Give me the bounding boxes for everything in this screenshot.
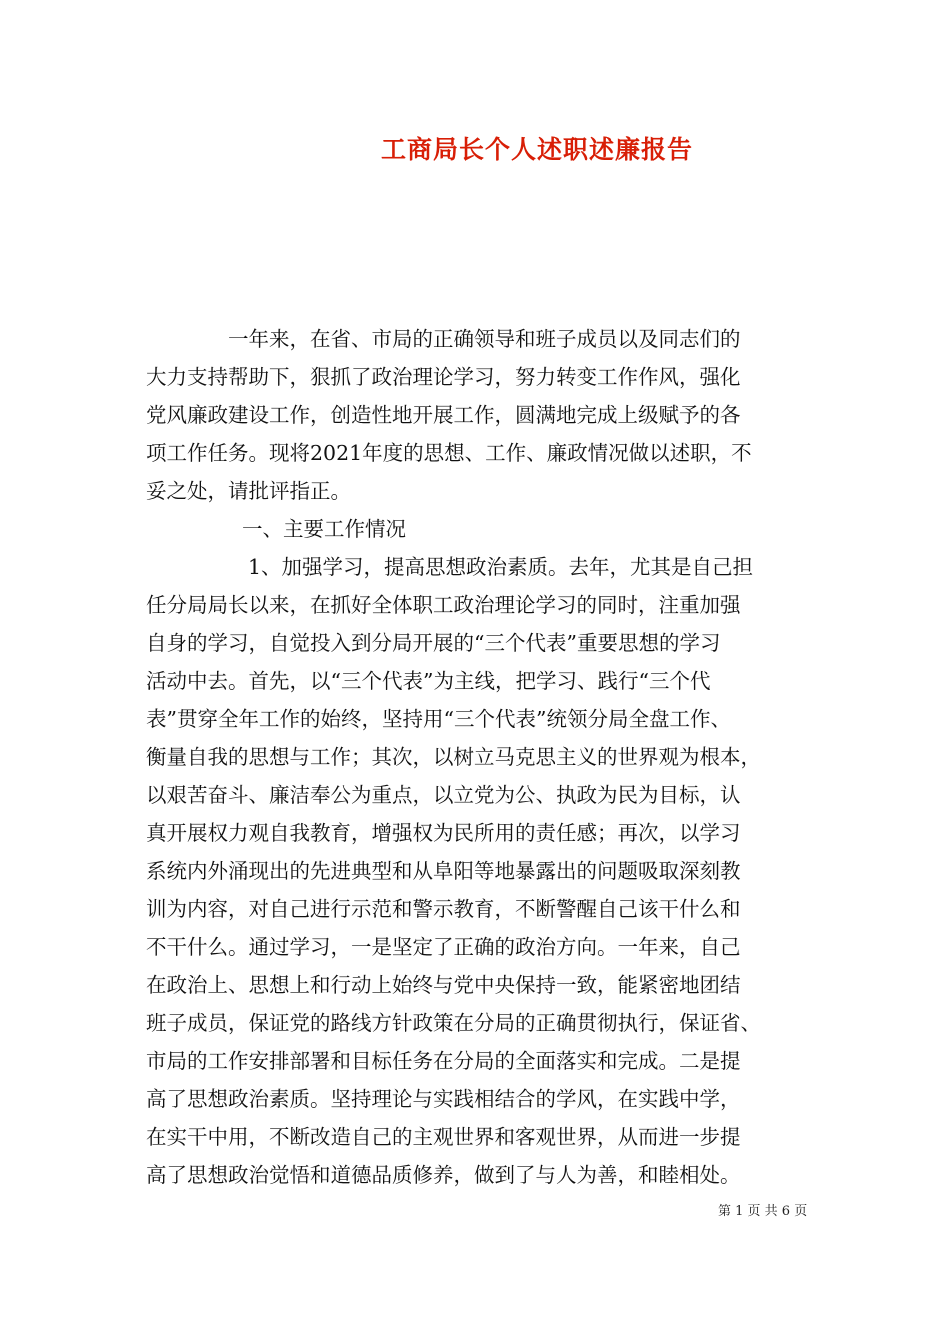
body-line: 市局的工作安排部署和目标任务在分局的全面落实和完成。二是提 xyxy=(146,1049,741,1073)
body-line: 以艰苦奋斗、廉洁奉公为重点，以立党为公、执政为民为目标，认 xyxy=(146,783,741,807)
body-line: 1、加强学习，提高思想政治素质。去年，尤其是自己担 xyxy=(248,555,754,579)
page-number-footer: 第 1 页 共 6 页 xyxy=(718,1204,808,1219)
body-line: 大力支持帮助下，狠抓了政治理论学习，努力转变工作作风，强化 xyxy=(146,365,741,389)
body-line: 班子成员，保证党的路线方针政策在分局的正确贯彻执行，保证省、 xyxy=(146,1011,761,1035)
body-line: 衡量自我的思想与工作；其次，以树立马克思主义的世界观为根本， xyxy=(146,745,761,769)
body-line: 系统内外涌现出的先进典型和从阜阳等地暴露出的问题吸取深刻教 xyxy=(146,859,741,883)
section-heading: 一、主要工作情况 xyxy=(242,517,406,541)
body-line: 妥之处，请批评指正。 xyxy=(146,479,351,503)
body-line: 高了思想政治素质。坚持理论与实践相结合的学风，在实践中学， xyxy=(146,1087,741,1111)
body-line: 活动中去。首先，以“三个代表”为主线，把学习、践行“三个代 xyxy=(146,669,711,693)
body-line: 项工作任务。现将2021年度的思想、工作、廉政情况做以述职，不 xyxy=(146,441,752,465)
body-line: 不干什么。通过学习，一是坚定了正确的政治方向。一年来，自己 xyxy=(146,935,741,959)
body-line: 一年来，在省、市局的正确领导和班子成员以及同志们的 xyxy=(228,327,741,351)
body-line: 真开展权力观自我教育，增强权为民所用的责任感；再次，以学习 xyxy=(146,821,741,845)
body-line: 自身的学习，自觉投入到分局开展的“三个代表”重要思想的学习 xyxy=(146,631,721,655)
document-body xyxy=(146,320,826,1194)
body-line: 在政治上、思想上和行动上始终与党中央保持一致，能紧密地团结 xyxy=(146,973,741,997)
document-title: 工商局长个人述职述廉报告 xyxy=(380,135,693,164)
body-line: 训为内容，对自己进行示范和警示教育，不断警醒自己该干什么和 xyxy=(146,897,741,921)
body-line: 表”贯穿全年工作的始终，坚持用“三个代表”统领分局全盘工作、 xyxy=(146,707,731,731)
body-line: 在实干中用，不断改造自己的主观世界和客观世界，从而进一步提 xyxy=(146,1125,741,1149)
body-line: 党风廉政建设工作，创造性地开展工作，圆满地完成上级赋予的各 xyxy=(146,403,741,427)
body-line: 高了思想政治觉悟和道德品质修养，做到了与人为善，和睦相处。 xyxy=(146,1163,741,1187)
body-line: 任分局局长以来，在抓好全体职工政治理论学习的同时，注重加强 xyxy=(146,593,741,617)
